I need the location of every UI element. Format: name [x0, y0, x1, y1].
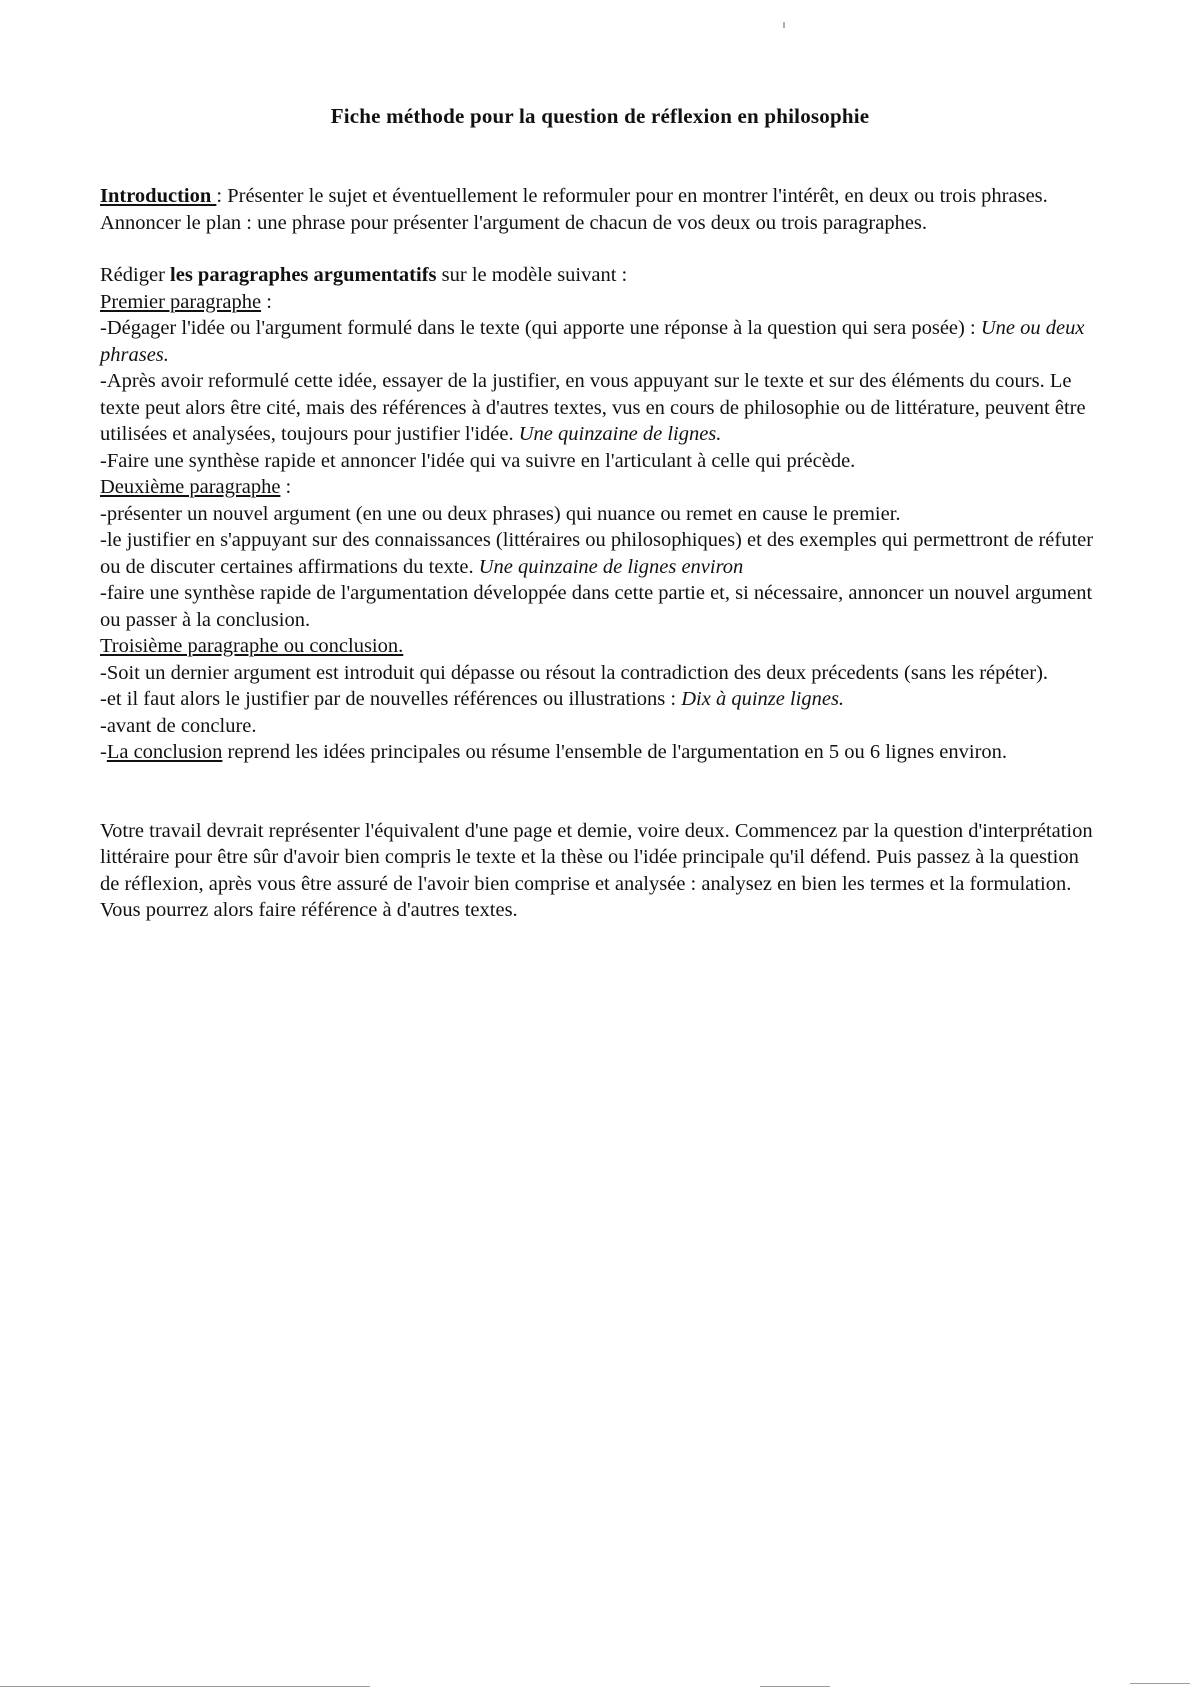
intro-colon: :: [216, 185, 223, 207]
p2-heading-tail: :: [280, 476, 292, 498]
p2-bullet-1: -présenter un nouvel argument (en une ou deux phrases) qui nuance ou remet en cause le premier.: [100, 502, 901, 525]
p3-bullet-2-italic: Dix à quinze lignes.: [681, 688, 845, 710]
p3-bullet-4: [100, 739, 1100, 766]
p2-bullet-2: [100, 527, 1100, 580]
arg-tail: sur le modèle suivant :: [436, 264, 628, 286]
p1-heading-tail: :: [261, 290, 272, 313]
arg-intro-line: [100, 262, 1100, 289]
scan-mark-top: [783, 22, 785, 28]
p1-bullet-2-italic: Une quinzaine de lignes.: [518, 423, 722, 445]
p1-bullet-1-text: -Dégager l'idée ou l'argument formulé dans le texte (qui apporte une réponse à la question qui sera posée) :: [100, 317, 981, 339]
intro-label: Introduction: [100, 185, 217, 207]
p1-bullet-2: [100, 368, 1100, 448]
p3-bullet-4-dash: -: [100, 741, 107, 763]
scan-edge-bottom-left: [0, 1686, 370, 1687]
scan-edge-bottom-right: [1130, 1683, 1190, 1684]
p2-bullet-3: -faire une synthèse rapide de l'argumentation développée dans cette partie et, si nécessaire, annoncer un nouvel argument ou passer à la conclusion.: [100, 582, 1093, 631]
p3-bullet-3: -avant de conclure.: [100, 714, 257, 737]
p3-bullet-1: -Soit un dernier argument est introduit qui dépasse ou résout la contradiction des deux précedents (sans les répéter).: [100, 661, 1049, 684]
p3-bullet-4-text: reprend les idées principales ou résume l'ensemble de l'argumentation en 5 ou 6 lignes environ.: [222, 741, 1008, 763]
p3-bullet-2-text: -et il faut alors le justifier par de nouvelles références ou illustrations :: [100, 688, 682, 710]
p2-heading: Deuxième paragraphe: [100, 476, 281, 498]
document-title: Fiche méthode pour la question de réflexion en philosophie: [330, 104, 870, 128]
p1-bullet-1-italic: Une ou deux phrases.: [100, 317, 1085, 366]
scan-edge-bottom-mid: [760, 1686, 830, 1687]
p3-bullet-2: [100, 686, 1100, 713]
arg-bold: les paragraphes argumentatifs: [170, 264, 437, 286]
p2-bullet-2-italic: Une quinzaine de lignes environ: [478, 555, 744, 578]
p3-heading: Troisième paragraphe ou conclusion.: [100, 635, 404, 657]
p1-heading: Premier paragraphe: [100, 290, 262, 313]
document-body: [100, 183, 1100, 924]
intro-text: Présenter le sujet et éventuellement le reformuler pour en montrer l'intérêt, en deux ou trois phrases. Annoncer le plan : une phrase pour présenter l'argument de chacun de vos deux ou trois paragraphes.: [100, 185, 1048, 234]
p1-bullet-3: -Faire une synthèse rapide et annoncer l'idée qui va suivre en l'articulant à celle qui précède.: [100, 449, 856, 472]
p2-heading-line: [100, 474, 1100, 501]
intro-paragraph: [100, 183, 1100, 236]
p1-bullet-2-text: -Après avoir reformulé cette idée, essayer de la justifier, en vous appuyant sur le texte et sur des éléments du cours. Le texte peut alors être cité, mais des références à d'autres textes, vus en cours de philosophie ou de littérature, peuvent être utilisées et analysées, toujours pour justifier l'idée.: [100, 370, 1086, 445]
p3-conclusion-label: La conclusion: [106, 741, 223, 763]
p3-heading-line: [100, 633, 1100, 660]
p1-heading-line: [100, 289, 1100, 316]
p2-bullet-2-text: -le justifier en s'appuyant sur des connaissances (littéraires ou philosophiques) et des exemples qui permettront de réfuter ou de discuter certaines affirmations du texte.: [100, 529, 1094, 578]
final-paragraph: Votre travail devrait représenter l'équivalent d'une page et demie, voire deux. Commencez par la question d'interprétation littéraire pour être sûr d'avoir bien compris le texte et la thèse ou l'idée principale qu'il défend. Puis passez à la question de réflexion, après vous être assuré de l'avoir bien comprise et analysée : analysez en bien les termes et la formulation. Vous pourrez alors faire référence à d'autres textes.: [100, 819, 1093, 921]
p1-bullet-1: [100, 315, 1100, 368]
arg-lead: Rédiger: [100, 264, 171, 286]
